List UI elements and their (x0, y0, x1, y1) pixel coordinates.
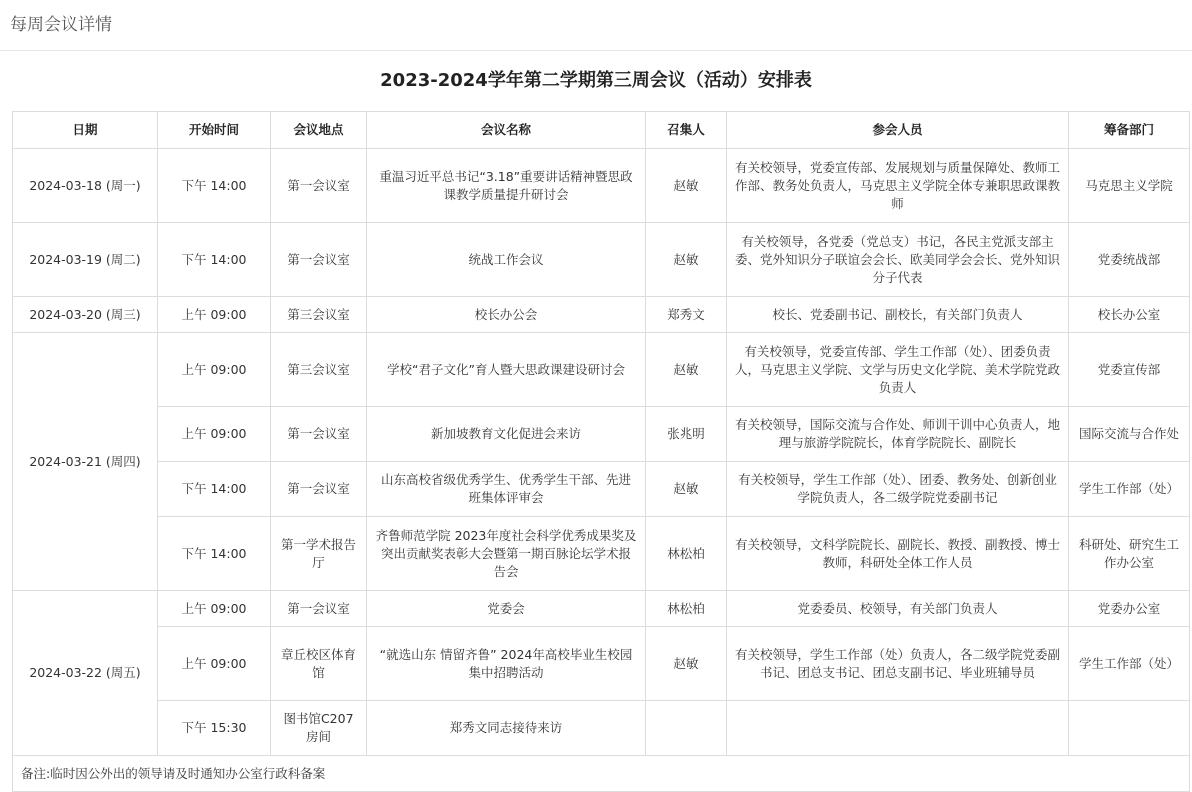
meeting-name-cell: 学校“君子文化”育人暨大思政课建设研讨会 (367, 333, 646, 407)
date-cell: 2024-03-19 (周二) (13, 223, 158, 297)
attendees-cell: 有关校领导，文科学院院长、副院长、教授、副教授、博士教师，科研处全体工作人员 (727, 517, 1069, 591)
table-row (13, 407, 1190, 462)
time-cell: 上午 09:00 (158, 333, 271, 407)
table-header-row (13, 112, 1190, 149)
table-row (13, 149, 1190, 223)
location-cell: 第一会议室 (271, 591, 367, 627)
column-header-date: 日期 (13, 112, 158, 149)
table-row (13, 333, 1190, 407)
location-cell: 第一会议室 (271, 462, 367, 517)
time-cell: 上午 09:00 (158, 297, 271, 333)
location-cell: 第一会议室 (271, 149, 367, 223)
column-header-start-time: 开始时间 (158, 112, 271, 149)
meeting-name-cell: 重温习近平总书记“3.18”重要讲话精神暨思政课教学质量提升研讨会 (367, 149, 646, 223)
convener-cell: 张兆明 (646, 407, 727, 462)
department-cell: 国际交流与合作处 (1069, 407, 1190, 462)
convener-cell: 赵敏 (646, 333, 727, 407)
convener-cell (646, 701, 727, 756)
attendees-cell: 校长、党委副书记、副校长，有关部门负责人 (727, 297, 1069, 333)
attendees-cell: 党委委员、校领导，有关部门负责人 (727, 591, 1069, 627)
date-cell: 2024-03-18 (周一) (13, 149, 158, 223)
convener-cell: 赵敏 (646, 223, 727, 297)
convener-cell: 郑秀文 (646, 297, 727, 333)
table-row (13, 517, 1190, 591)
date-cell: 2024-03-20 (周三) (13, 297, 158, 333)
location-cell: 第一会议室 (271, 223, 367, 297)
department-cell: 党委办公室 (1069, 591, 1190, 627)
location-cell: 第一学术报告厅 (271, 517, 367, 591)
date-cell: 2024-03-21 (周四) (13, 333, 158, 591)
meeting-name-cell: “就选山东 情留齐鲁” 2024年高校毕业生校园集中招聘活动 (367, 627, 646, 701)
time-cell: 下午 15:30 (158, 701, 271, 756)
column-header-attendees: 参会人员 (727, 112, 1069, 149)
table-row (13, 297, 1190, 333)
department-cell: 学生工作部（处） (1069, 462, 1190, 517)
time-cell: 上午 09:00 (158, 627, 271, 701)
meeting-name-cell: 新加坡教育文化促进会来访 (367, 407, 646, 462)
date-cell: 2024-03-22 (周五) (13, 591, 158, 756)
attendees-cell: 有关校领导，各党委（党总支）书记，各民主党派支部主委、党外知识分子联谊会会长、欧美同学会会长、党外知识分子代表 (727, 223, 1069, 297)
convener-cell: 赵敏 (646, 149, 727, 223)
department-cell: 党委统战部 (1069, 223, 1190, 297)
table-row (13, 627, 1190, 701)
meeting-name-cell: 齐鲁师范学院 2023年度社会科学优秀成果奖及突出贡献奖表彰大会暨第一期百脉论坛学术报告会 (367, 517, 646, 591)
time-cell: 下午 14:00 (158, 149, 271, 223)
time-cell: 上午 09:00 (158, 591, 271, 627)
attendees-cell (727, 701, 1069, 756)
department-cell: 马克思主义学院 (1069, 149, 1190, 223)
remark-row (13, 756, 1190, 792)
time-cell: 下午 14:00 (158, 462, 271, 517)
header-divider (0, 50, 1192, 51)
department-cell: 党委宣传部 (1069, 333, 1190, 407)
meeting-schedule-table (12, 111, 1190, 792)
department-cell: 学生工作部（处） (1069, 627, 1190, 701)
attendees-cell: 有关校领导，学生工作部（处）、团委、教务处、创新创业学院负责人，各二级学院党委副书记 (727, 462, 1069, 517)
time-cell: 上午 09:00 (158, 407, 271, 462)
location-cell: 图书馆C207房间 (271, 701, 367, 756)
location-cell: 第一会议室 (271, 407, 367, 462)
attendees-cell: 有关校领导，党委宣传部、学生工作部（处）、团委负责人，马克思主义学院、文学与历史文化学院、美术学院党政负责人 (727, 333, 1069, 407)
remark-note: 备注:临时因公外出的领导请及时通知办公室行政科备案 (13, 756, 1190, 792)
time-cell: 下午 14:00 (158, 517, 271, 591)
page-header (0, 0, 1192, 44)
convener-cell: 林松柏 (646, 517, 727, 591)
document-title: 2023-2024学年第二学期第三周会议（活动）安排表 (380, 70, 812, 91)
convener-cell: 赵敏 (646, 462, 727, 517)
department-cell: 科研处、研究生工作办公室 (1069, 517, 1190, 591)
table-row (13, 223, 1190, 297)
table-row (13, 701, 1190, 756)
attendees-cell: 有关校领导，学生工作部（处）负责人，各二级学院党委副书记、团总支书记、团总支副书记、毕业班辅导员 (727, 627, 1069, 701)
convener-cell: 林松柏 (646, 591, 727, 627)
attendees-cell: 有关校领导，国际交流与合作处、师训干训中心负责人，地理与旅游学院院长，体育学院院长、副院长 (727, 407, 1069, 462)
column-header-location: 会议地点 (271, 112, 367, 149)
meeting-name-cell: 郑秀文同志接待来访 (367, 701, 646, 756)
convener-cell: 赵敏 (646, 627, 727, 701)
table-row (13, 462, 1190, 517)
column-header-convener: 召集人 (646, 112, 727, 149)
location-cell: 第三会议室 (271, 333, 367, 407)
column-header-department: 筹备部门 (1069, 112, 1190, 149)
column-header-meeting-name: 会议名称 (367, 112, 646, 149)
meeting-name-cell: 山东高校省级优秀学生、优秀学生干部、先进班集体评审会 (367, 462, 646, 517)
attendees-cell: 有关校领导，党委宣传部、发展规划与质量保障处、教师工作部、教务处负责人，马克思主义学院全体专兼职思政课教师 (727, 149, 1069, 223)
meeting-name-cell: 校长办公会 (367, 297, 646, 333)
meeting-name-cell: 统战工作会议 (367, 223, 646, 297)
location-cell: 章丘校区体育馆 (271, 627, 367, 701)
department-cell: 校长办公室 (1069, 297, 1190, 333)
time-cell: 下午 14:00 (158, 223, 271, 297)
department-cell (1069, 701, 1190, 756)
page-header-title: 每周会议详情 (10, 15, 112, 35)
table-row (13, 591, 1190, 627)
meeting-name-cell: 党委会 (367, 591, 646, 627)
location-cell: 第三会议室 (271, 297, 367, 333)
